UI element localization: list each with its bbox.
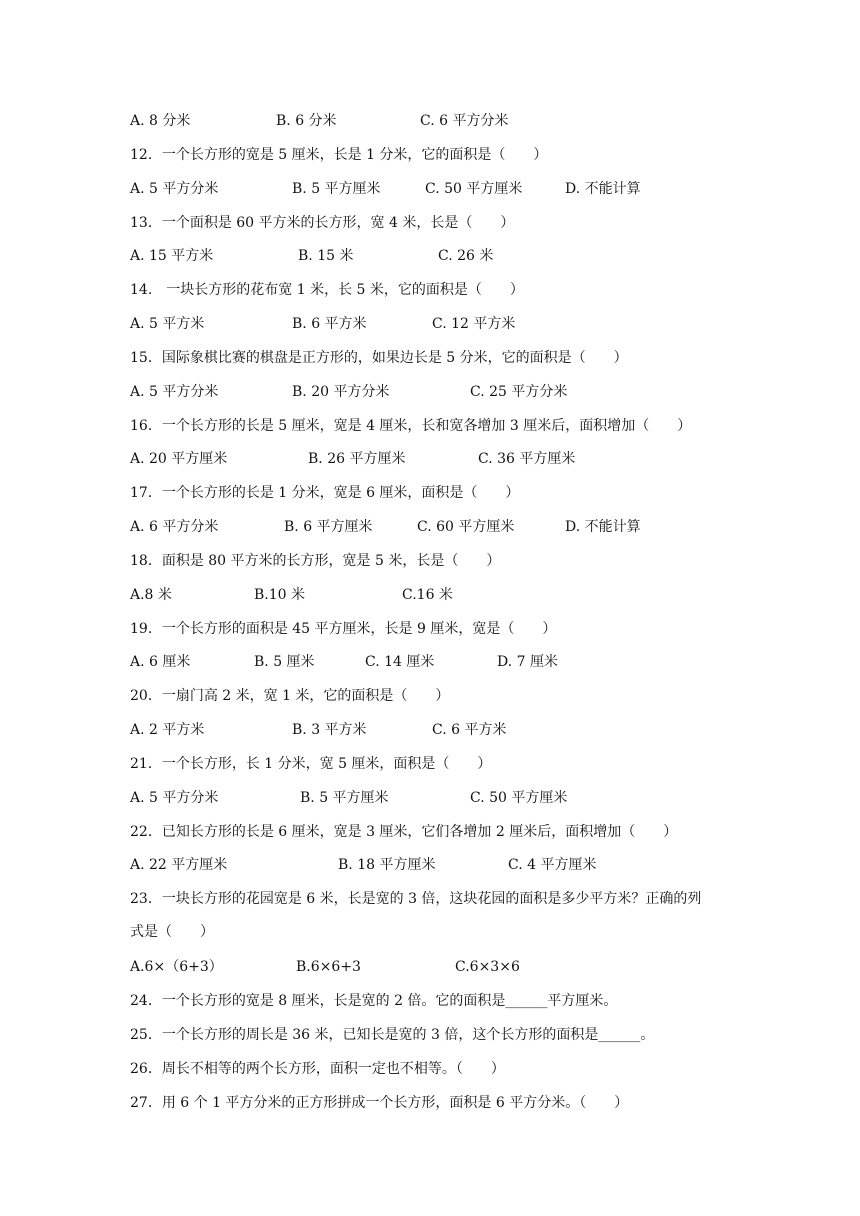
question-text: 21．一个长方形，长 1 分米，宽 5 厘米，面积是（ ） [130, 756, 492, 772]
answer-option: C. 50 平方厘米 [425, 181, 523, 197]
answer-option: D. 不能计算 [565, 519, 641, 535]
question-text: 18．面积是 80 平方米的长方形，宽是 5 米，长是（ ） [130, 553, 501, 569]
answer-option: C. 6 平方分米 [420, 113, 509, 129]
question-text: 15．国际象棋比赛的棋盘是正方形的，如果边长是 5 分米，它的面积是（ ） [130, 350, 628, 366]
answer-option: B. 6 分米 [276, 113, 337, 129]
question-text: 23．一块长方形的花园宽是 6 米，长是宽的 3 倍，这块花园的面积是多少平方米？正确的列 [130, 891, 702, 907]
answer-option: B. 3 平方米 [292, 722, 367, 738]
answer-option: B. 20 平方分米 [292, 384, 390, 400]
answer-option: B. 18 平方厘米 [338, 857, 436, 873]
question-text: 17．一个长方形的长是 1 分米，宽是 6 厘米，面积是（ ） [130, 485, 520, 501]
answer-option: A. 6 平方分米 [130, 519, 219, 535]
answer-option: A. 22 平方厘米 [130, 857, 228, 873]
question-text: 19．一个长方形的面积是 45 平方厘米，长是 9 厘米，宽是（ ） [130, 621, 557, 637]
answer-option: C. 6 平方米 [432, 722, 507, 738]
answer-option: B. 6 平方米 [292, 316, 367, 332]
question-text: 27．用 6 个 1 平方分米的正方形拼成一个长方形，面积是 6 平方分米。（ ） [130, 1095, 629, 1111]
answer-option: A.8 米 [130, 587, 172, 603]
answer-option: B. 5 平方厘米 [300, 790, 389, 806]
question-text: 20．一扇门高 2 米，宽 1 米，它的面积是（ ） [130, 688, 450, 704]
question-text: 24．一个长方形的宽是 8 厘米，长是宽的 2 倍。它的面积是______平方厘米。 [130, 993, 618, 1009]
answer-option: C. 14 厘米 [365, 654, 435, 670]
question-text: 22．已知长方形的长是 6 厘米，宽是 3 厘米，它们各增加 2 厘米后，面积增加（ ） [130, 824, 678, 840]
answer-option: A. 15 平方米 [130, 248, 214, 264]
answer-option: B. 26 平方厘米 [308, 451, 406, 467]
answer-option: C.6×3×6 [455, 959, 520, 975]
answer-option: C. 50 平方厘米 [470, 790, 568, 806]
answer-option: B. 5 平方厘米 [292, 181, 381, 197]
answer-option: A. 5 平方米 [130, 316, 205, 332]
answer-option: B. 5 厘米 [254, 654, 315, 670]
answer-option: A. 6 厘米 [130, 654, 191, 670]
answer-option: A. 2 平方米 [130, 722, 205, 738]
answer-option: D. 不能计算 [565, 181, 641, 197]
answer-option: B. 15 米 [298, 248, 354, 264]
answer-option: C. 36 平方厘米 [478, 451, 576, 467]
question-text: 12．一个长方形的宽是 5 厘米，长是 1 分米，它的面积是（ ） [130, 147, 548, 163]
question-text: 13．一个面积是 60 平方米的长方形，宽 4 米，长是（ ） [130, 215, 515, 231]
question-text: 14. 一块长方形的花布宽 1 米，长 5 米，它的面积是（ ） [130, 282, 524, 298]
answer-option: D. 7 厘米 [497, 654, 558, 670]
answer-option: B.6×6+3 [296, 959, 361, 975]
answer-option: C. 60 平方厘米 [417, 519, 515, 535]
answer-option: A. 5 平方分米 [130, 790, 219, 806]
answer-option: A. 5 平方分米 [130, 181, 219, 197]
question-text: 26．周长不相等的两个长方形，面积一定也不相等。（ ） [130, 1061, 505, 1077]
answer-option: B. 6 平方厘米 [284, 519, 373, 535]
answer-option: C. 25 平方分米 [470, 384, 568, 400]
question-text: 16．一个长方形的长是 5 厘米，宽是 4 厘米，长和宽各增加 3 厘米后，面积增加（ ） [130, 418, 692, 434]
answer-option: C.16 米 [402, 587, 453, 603]
question-text: 25．一个长方形的周长是 36 米，已知长是宽的 3 倍，这个长方形的面积是______。 [130, 1027, 655, 1043]
answer-option: C. 12 平方米 [432, 316, 516, 332]
answer-option: C. 4 平方厘米 [508, 857, 597, 873]
answer-option: A.6×（6+3） [130, 959, 223, 975]
answer-option: B.10 米 [254, 587, 306, 603]
answer-option: C. 26 米 [438, 248, 494, 264]
answer-option: A. 5 平方分米 [130, 384, 219, 400]
question-text: 式是（ ） [130, 924, 214, 940]
answer-option: A. 20 平方厘米 [130, 451, 228, 467]
answer-option: A. 8 分米 [130, 113, 191, 129]
